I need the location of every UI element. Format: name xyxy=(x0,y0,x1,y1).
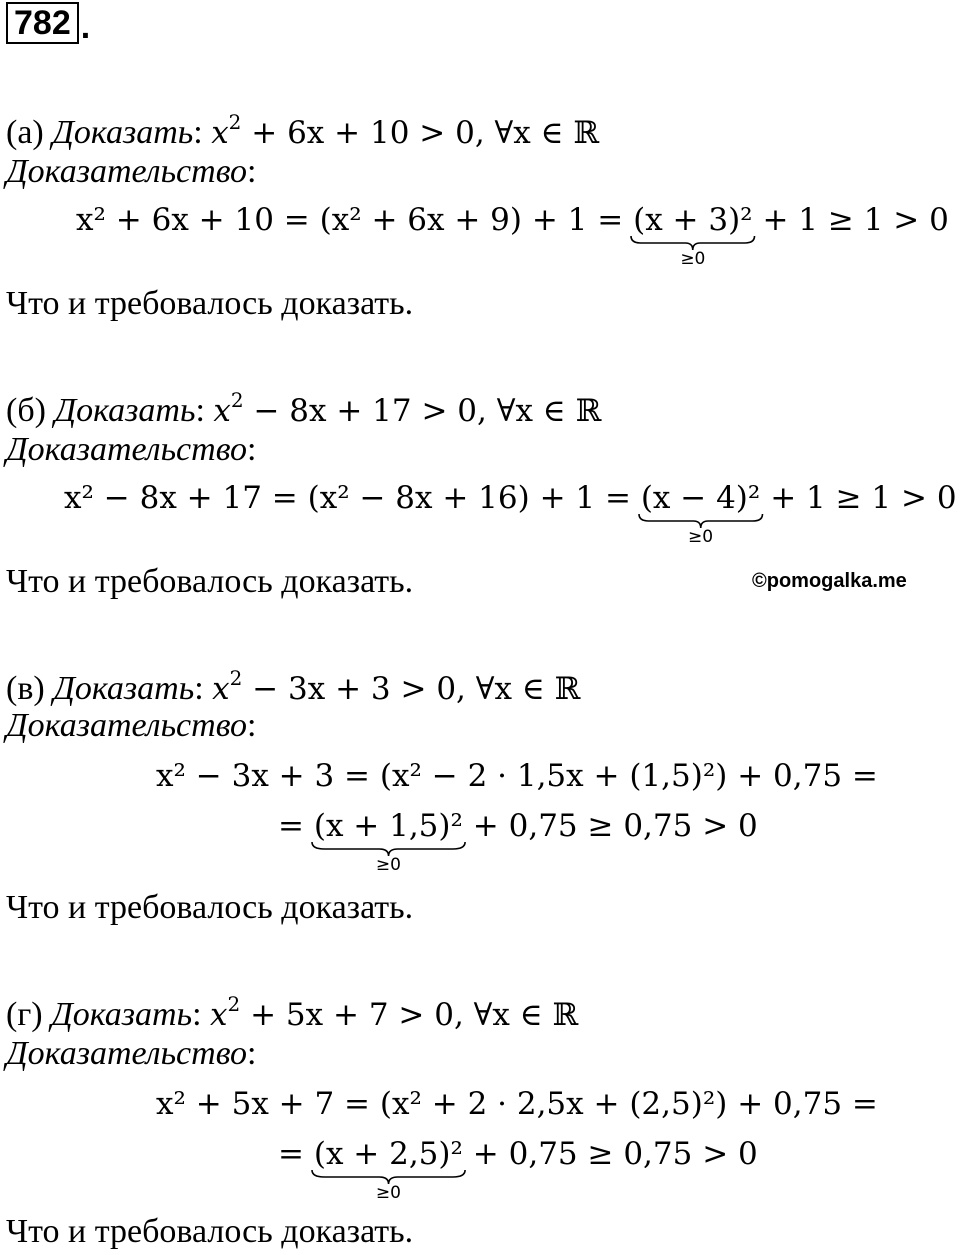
part-d-conclusion: Что и требовалось доказать. xyxy=(6,1213,414,1250)
equation-pre: = xyxy=(278,808,314,844)
part-a-marker: (а) xyxy=(6,114,44,151)
part-d-inequality: $x^2 + 5x + 7 > 0$, ∀x ∈ ℝ xyxy=(210,992,579,1033)
part-c-statement xyxy=(6,658,580,709)
part-d-proof-line-1 xyxy=(156,1084,878,1124)
equation-pre: x² − 3x + 3 = (x² − 2 · 1,5x + (1,5)²) + 0,75 = xyxy=(156,758,878,794)
colon: : xyxy=(194,670,204,707)
underbrace-label: ≥0 xyxy=(680,249,706,269)
problem-number-dot: . xyxy=(80,8,91,46)
equation-pre: x² + 6x + 10 = (x² + 6x + 9) + 1 = xyxy=(76,202,634,238)
equation-pre: x² + 5x + 7 = (x² + 2 · 2,5x + (2,5)²) + 0,75 = xyxy=(156,1086,878,1122)
part-c-marker: (в) xyxy=(6,670,45,707)
equation-post: + 1 ≥ 1 > 0 xyxy=(752,202,949,238)
equation-post: + 0,75 ≥ 0,75 > 0 xyxy=(462,1136,758,1172)
equation-pre: x² − 8x + 17 = (x² − 8x + 16) + 1 = xyxy=(64,480,641,516)
problem-number-box: 782 xyxy=(6,2,79,44)
problem-number xyxy=(6,4,90,44)
prove-label: Доказать xyxy=(53,670,195,707)
prove-label: Доказать xyxy=(51,996,193,1033)
part-b-conclusion: Что и требовалось доказать. xyxy=(6,563,414,600)
underbrace-term: (x − 4)² ≥0 xyxy=(640,480,761,547)
prove-label: Доказать xyxy=(52,114,194,151)
part-a-inequality: $x^2 + 6x + 10 > 0$, ∀x ∈ ℝ xyxy=(211,110,600,151)
part-d-marker: (г) xyxy=(6,996,43,1033)
underbrace-icon xyxy=(639,514,763,528)
part-b-proof-label: Доказательство: xyxy=(6,431,257,468)
colon: : xyxy=(195,392,205,429)
part-c-proof-line-2 xyxy=(278,806,758,875)
part-a-statement xyxy=(6,102,599,153)
equation-post: + 0,75 ≥ 0,75 > 0 xyxy=(462,808,758,844)
part-a-proof-label: Доказательство: xyxy=(6,153,257,190)
part-a-proof-line-1 xyxy=(76,200,949,269)
underbrace-label: ≥0 xyxy=(375,1183,401,1203)
part-c-proof-line-1 xyxy=(156,756,878,796)
underbrace-icon xyxy=(312,842,465,856)
underbrace-label: ≥0 xyxy=(688,527,714,547)
underbrace-term: (x + 1,5)² ≥0 xyxy=(313,808,463,875)
part-b-marker: (б) xyxy=(6,392,46,429)
underbrace-term: (x + 3)² ≥0 xyxy=(633,202,753,269)
watermark: ©pomogalka.me xyxy=(752,570,907,592)
underbrace-term: (x + 2,5)² ≥0 xyxy=(313,1136,463,1203)
colon: : xyxy=(193,114,203,151)
part-d-proof-label: Доказательство: xyxy=(6,1035,257,1072)
prove-label: Доказать xyxy=(54,392,196,429)
part-d-proof-line-2 xyxy=(278,1134,758,1203)
underbrace-label: ≥0 xyxy=(375,855,401,875)
equation-post: + 1 ≥ 1 > 0 xyxy=(760,480,957,516)
underbrace-icon xyxy=(312,1170,465,1184)
part-c-inequality: $x^2 - 3x + 3 > 0$, ∀x ∈ ℝ xyxy=(212,666,581,707)
part-d-statement xyxy=(6,984,578,1035)
part-b-inequality: $x^2 - 8x + 17 > 0$, ∀x ∈ ℝ xyxy=(213,388,602,429)
underbrace-icon xyxy=(631,236,755,250)
part-c-proof-label: Доказательство: xyxy=(6,707,257,744)
part-a-conclusion: Что и требовалось доказать. xyxy=(6,285,414,322)
part-c-conclusion: Что и требовалось доказать. xyxy=(6,889,414,926)
colon: : xyxy=(192,996,202,1033)
part-b-proof-line-1 xyxy=(64,478,957,547)
equation-pre: = xyxy=(278,1136,314,1172)
part-b-statement xyxy=(6,380,601,431)
